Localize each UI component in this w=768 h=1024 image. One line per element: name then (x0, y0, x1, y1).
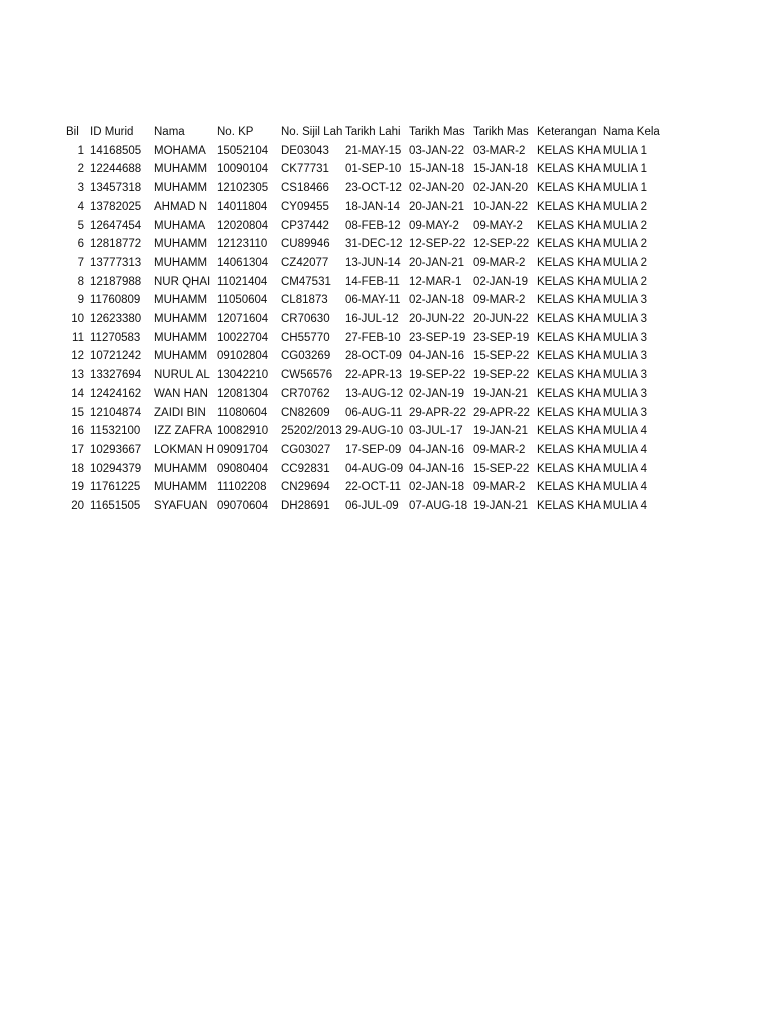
header-no-kp[interactable]: No. KP (217, 126, 254, 138)
cell-no-kp[interactable]: 09091704 (217, 443, 269, 456)
cell-nama[interactable]: MUHAMM (154, 256, 208, 269)
cell-tarikh-masuk[interactable]: 02-JAN-19 (409, 387, 464, 400)
cell-bil[interactable]: 7 (77, 256, 84, 269)
cell-no-kp[interactable]: 15052104 (217, 144, 269, 157)
cell-id-murid[interactable]: 13782025 (90, 200, 142, 213)
cell-bil[interactable]: 15 (71, 406, 84, 419)
cell-nama-kelas[interactable]: MULIA 4 (602, 443, 648, 456)
cell-tarikh-masuk[interactable]: 12-SEP-22 (409, 238, 466, 251)
cell-no-sijil-lahir[interactable]: CK77731 (281, 163, 329, 176)
cell-tarikh-lahir[interactable]: 22-APR-13 (345, 369, 402, 382)
cell-keterangan[interactable]: KELAS KHA (537, 369, 601, 382)
cell-tarikh-masuk-2[interactable]: 12-SEP-22 (473, 238, 530, 251)
cell-no-kp[interactable]: 10090104 (217, 163, 269, 176)
cell-bil[interactable]: 20 (71, 500, 84, 513)
cell-nama-kelas[interactable]: MULIA 3 (602, 350, 648, 363)
cell-nama-kelas[interactable]: MULIA 2 (602, 219, 648, 232)
cell-nama[interactable]: MUHAMM (154, 238, 208, 251)
cell-id-murid[interactable]: 12424162 (90, 387, 142, 400)
cell-id-murid[interactable]: 10721242 (90, 350, 142, 363)
table-row (64, 198, 665, 217)
cell-no-kp[interactable]: 09070604 (217, 500, 269, 513)
cell-tarikh-lahir[interactable]: 14-FEB-11 (345, 275, 400, 288)
header-id-murid[interactable]: ID Murid (90, 126, 134, 138)
cell-keterangan[interactable]: KELAS KHA (537, 331, 601, 344)
table-row (64, 142, 665, 161)
table-row (64, 366, 665, 385)
cell-no-kp[interactable]: 12020804 (217, 219, 269, 232)
cell-nama[interactable]: WAN HAN (154, 387, 208, 400)
cell-no-kp[interactable]: 13042210 (217, 369, 269, 382)
cell-nama[interactable]: AHMAD N (154, 200, 208, 213)
cell-keterangan[interactable]: KELAS KHA (537, 256, 601, 269)
cell-nama[interactable]: MUHAMM (154, 481, 208, 494)
cell-tarikh-lahir[interactable]: 13-JUN-14 (345, 256, 401, 269)
spreadsheet (64, 123, 665, 516)
cell-tarikh-masuk[interactable]: 15-JAN-18 (409, 163, 464, 176)
cell-keterangan[interactable]: KELAS KHA (537, 406, 601, 419)
cell-nama[interactable]: MUHAMM (154, 294, 208, 307)
header-no-sijil-lahir[interactable]: No. Sijil Lah (281, 126, 343, 138)
cell-no-sijil-lahir[interactable]: CR70762 (281, 387, 330, 400)
cell-bil[interactable]: 17 (71, 443, 84, 456)
cell-id-murid[interactable]: 14168505 (90, 144, 142, 157)
cell-nama[interactable]: MUHAMM (154, 313, 208, 326)
table-row (64, 422, 665, 441)
student-table (64, 123, 665, 516)
cell-nama-kelas[interactable]: MULIA 2 (602, 200, 648, 213)
cell-tarikh-masuk[interactable]: 03-JAN-22 (409, 144, 464, 157)
cell-id-murid[interactable]: 12818772 (90, 238, 142, 251)
header-tarikh-lahir[interactable]: Tarikh Lahi (345, 126, 401, 138)
cell-no-sijil-lahir[interactable]: CH55770 (281, 331, 330, 344)
cell-nama-kelas[interactable]: MULIA 1 (602, 163, 648, 176)
table-row (64, 254, 665, 273)
cell-tarikh-masuk-2[interactable]: 02-JAN-20 (473, 182, 528, 195)
cell-nama-kelas[interactable]: MULIA 1 (602, 182, 648, 195)
cell-keterangan[interactable]: KELAS KHA (537, 500, 601, 513)
cell-nama[interactable]: NURUL AL (154, 369, 210, 382)
table-row (64, 217, 665, 236)
cell-no-sijil-lahir[interactable]: DE03043 (281, 144, 329, 157)
cell-bil[interactable]: 5 (77, 219, 84, 232)
cell-nama-kelas[interactable]: MULIA 3 (602, 387, 648, 400)
cell-no-kp[interactable]: 14061304 (217, 256, 269, 269)
cell-bil[interactable]: 12 (71, 350, 84, 363)
cell-bil[interactable]: 18 (71, 462, 84, 475)
cell-bil[interactable]: 3 (77, 182, 84, 195)
cell-keterangan[interactable]: KELAS KHA (537, 313, 601, 326)
cell-tarikh-masuk-2[interactable]: 10-JAN-22 (473, 200, 528, 213)
cell-tarikh-lahir[interactable]: 18-JAN-14 (345, 200, 400, 213)
cell-tarikh-lahir[interactable]: 01-SEP-10 (345, 163, 402, 176)
cell-tarikh-masuk[interactable]: 04-JAN-16 (409, 462, 464, 475)
header-nama[interactable]: Nama (154, 126, 185, 138)
cell-nama[interactable]: MUHAMM (154, 163, 208, 176)
cell-keterangan[interactable]: KELAS KHA (537, 275, 601, 288)
cell-tarikh-masuk-2[interactable]: 23-SEP-19 (473, 331, 530, 344)
cell-id-murid[interactable]: 12187988 (90, 275, 142, 288)
cell-bil[interactable]: 9 (77, 294, 84, 307)
cell-tarikh-lahir[interactable]: 27-FEB-10 (345, 331, 401, 344)
cell-nama-kelas[interactable]: MULIA 2 (602, 256, 648, 269)
cell-tarikh-masuk-2[interactable]: 09-MAR-2 (473, 294, 526, 307)
cell-no-sijil-lahir[interactable]: CN82609 (281, 406, 330, 419)
cell-tarikh-masuk[interactable]: 04-JAN-16 (409, 443, 464, 456)
cell-nama[interactable]: MUHAMM (154, 182, 208, 195)
cell-tarikh-lahir[interactable]: 21-MAY-15 (345, 144, 402, 157)
cell-keterangan[interactable]: KELAS KHA (537, 481, 601, 494)
table-row (64, 441, 665, 460)
cell-nama-kelas[interactable]: MULIA 3 (602, 294, 648, 307)
cell-id-murid[interactable]: 13777313 (90, 256, 142, 269)
cell-no-sijil-lahir[interactable]: CL81873 (281, 294, 328, 307)
cell-tarikh-masuk-2[interactable]: 19-JAN-21 (473, 387, 528, 400)
cell-no-sijil-lahir[interactable]: CM47531 (281, 275, 331, 288)
cell-no-kp[interactable]: 11102208 (217, 481, 267, 494)
cell-nama[interactable]: IZZ ZAFRA (154, 425, 213, 438)
cell-keterangan[interactable]: KELAS KHA (537, 462, 601, 475)
cell-tarikh-masuk[interactable]: 04-JAN-16 (409, 350, 464, 363)
cell-tarikh-masuk-2[interactable]: 09-MAR-2 (473, 481, 526, 494)
cell-nama[interactable]: LOKMAN H (154, 443, 215, 456)
cell-bil[interactable]: 6 (77, 238, 84, 251)
cell-no-sijil-lahir[interactable]: CP37442 (281, 219, 329, 232)
cell-nama-kelas[interactable]: MULIA 3 (602, 313, 648, 326)
cell-no-sijil-lahir[interactable]: CG03269 (281, 350, 331, 363)
cell-id-murid[interactable]: 10294379 (90, 462, 142, 475)
cell-nama[interactable]: ZAIDI BIN (154, 406, 206, 419)
cell-bil[interactable]: 14 (71, 387, 84, 400)
table-row (64, 273, 665, 292)
table-row (64, 478, 665, 497)
table-row (64, 329, 665, 348)
cell-tarikh-masuk-2[interactable]: 15-SEP-22 (473, 350, 530, 363)
cell-keterangan[interactable]: KELAS KHA (537, 425, 601, 438)
cell-no-sijil-lahir[interactable]: CS18466 (281, 182, 329, 195)
cell-tarikh-masuk-2[interactable]: 15-JAN-18 (473, 163, 528, 176)
cell-no-sijil-lahir[interactable]: DH28691 (281, 500, 330, 513)
cell-tarikh-lahir[interactable]: 04-AUG-09 (345, 462, 404, 475)
cell-nama-kelas[interactable]: MULIA 3 (602, 369, 648, 382)
cell-id-murid[interactable]: 11651505 (90, 500, 141, 513)
cell-id-murid[interactable]: 11270583 (90, 331, 141, 344)
cell-nama-kelas[interactable]: MULIA 2 (602, 238, 648, 251)
cell-nama-kelas[interactable]: MULIA 4 (602, 425, 648, 438)
cell-id-murid[interactable]: 11761225 (90, 481, 141, 494)
cell-tarikh-masuk-2[interactable]: 09-MAR-2 (473, 443, 526, 456)
cell-no-sijil-lahir[interactable]: CW56576 (281, 369, 333, 382)
header-tarikh-masuk-2[interactable]: Tarikh Mas (473, 126, 529, 138)
cell-tarikh-masuk-2[interactable]: 19-JAN-21 (473, 500, 528, 513)
cell-keterangan[interactable]: KELAS KHA (537, 350, 601, 363)
cell-keterangan[interactable]: KELAS KHA (537, 200, 601, 213)
cell-nama[interactable]: MUHAMA (154, 219, 206, 232)
cell-tarikh-masuk-2[interactable]: 03-MAR-2 (473, 144, 526, 157)
cell-keterangan[interactable]: KELAS KHA (537, 387, 601, 400)
cell-tarikh-masuk-2[interactable]: 20-JUN-22 (473, 313, 529, 326)
table-row (64, 347, 665, 366)
cell-nama-kelas[interactable]: MULIA 3 (602, 406, 648, 419)
cell-no-sijil-lahir[interactable]: CG03027 (281, 443, 331, 456)
cell-no-sijil-lahir[interactable]: CZ42077 (281, 256, 329, 269)
cell-no-kp[interactable]: 14011804 (217, 200, 268, 213)
cell-id-murid[interactable]: 12647454 (90, 219, 142, 232)
table-row (64, 291, 665, 310)
cell-nama[interactable]: MUHAMM (154, 350, 208, 363)
cell-nama[interactable]: MOHAMA (154, 144, 206, 157)
cell-no-sijil-lahir[interactable]: CU89946 (281, 238, 330, 251)
header-keterangan[interactable]: Keterangan (537, 126, 597, 138)
cell-tarikh-lahir[interactable]: 16-JUL-12 (345, 313, 399, 326)
cell-bil[interactable]: 13 (71, 369, 84, 382)
cell-tarikh-masuk[interactable]: 09-MAY-2 (409, 219, 459, 232)
cell-no-kp[interactable]: 09102804 (217, 350, 269, 363)
cell-bil[interactable]: 16 (71, 425, 84, 438)
cell-tarikh-lahir[interactable]: 29-AUG-10 (345, 425, 404, 438)
cell-keterangan[interactable]: KELAS KHA (537, 294, 601, 307)
cell-nama[interactable]: MUHAMM (154, 462, 208, 475)
cell-keterangan[interactable]: KELAS KHA (537, 182, 601, 195)
cell-no-sijil-lahir[interactable]: CR70630 (281, 313, 330, 326)
header-bil[interactable]: Bil (66, 126, 79, 138)
cell-id-murid[interactable]: 11760809 (90, 294, 141, 307)
cell-tarikh-masuk-2[interactable]: 15-SEP-22 (473, 462, 530, 475)
cell-id-murid[interactable]: 13327694 (90, 369, 142, 382)
cell-tarikh-lahir[interactable]: 06-JUL-09 (345, 500, 399, 513)
cell-tarikh-masuk[interactable]: 07-AUG-18 (409, 500, 468, 513)
cell-keterangan[interactable]: KELAS KHA (537, 163, 601, 176)
cell-tarikh-masuk-2[interactable]: 19-SEP-22 (473, 369, 530, 382)
cell-keterangan[interactable]: KELAS KHA (537, 443, 601, 456)
cell-tarikh-masuk[interactable]: 23-SEP-19 (409, 331, 466, 344)
cell-keterangan[interactable]: KELAS KHA (537, 144, 601, 157)
cell-bil[interactable]: 10 (71, 313, 84, 326)
cell-no-sijil-lahir[interactable]: CN29694 (281, 481, 330, 494)
cell-id-murid[interactable]: 11532100 (90, 425, 141, 438)
table-row (64, 385, 665, 404)
table-row (64, 497, 665, 516)
cell-tarikh-masuk-2[interactable]: 09-MAY-2 (473, 219, 523, 232)
cell-bil[interactable]: 2 (77, 163, 84, 176)
cell-no-kp[interactable]: 10082910 (217, 425, 269, 438)
cell-tarikh-masuk[interactable]: 20-JAN-21 (409, 256, 464, 269)
cell-keterangan[interactable]: KELAS KHA (537, 238, 601, 251)
cell-tarikh-lahir[interactable]: 28-OCT-09 (345, 350, 402, 363)
cell-tarikh-masuk[interactable]: 02-JAN-18 (409, 294, 464, 307)
cell-no-kp[interactable]: 12081304 (217, 387, 269, 400)
table-row (64, 235, 665, 254)
cell-tarikh-masuk[interactable]: 20-JAN-21 (409, 200, 464, 213)
cell-id-murid[interactable]: 12244688 (90, 163, 142, 176)
cell-nama[interactable]: SYAFUAN (154, 500, 208, 513)
cell-no-kp[interactable]: 12123110 (217, 238, 268, 251)
cell-tarikh-lahir[interactable]: 17-SEP-09 (345, 443, 402, 456)
cell-nama[interactable]: NUR QHAI (154, 275, 211, 288)
cell-nama[interactable]: MUHAMM (154, 331, 208, 344)
cell-tarikh-masuk-2[interactable]: 19-JAN-21 (473, 425, 528, 438)
header-nama-kelas[interactable]: Nama Kela (602, 126, 660, 138)
cell-tarikh-lahir[interactable]: 13-AUG-12 (345, 387, 404, 400)
cell-no-kp[interactable]: 11021404 (217, 275, 268, 288)
cell-nama-kelas[interactable]: MULIA 1 (602, 144, 648, 157)
table-row (64, 460, 665, 479)
cell-tarikh-masuk[interactable]: 29-APR-22 (409, 406, 466, 419)
cell-nama-kelas[interactable]: MULIA 4 (602, 481, 648, 494)
cell-nama-kelas[interactable]: MULIA 4 (602, 500, 648, 513)
cell-tarikh-masuk[interactable]: 19-SEP-22 (409, 369, 466, 382)
cell-tarikh-lahir[interactable]: 23-OCT-12 (345, 182, 402, 195)
cell-nama-kelas[interactable]: MULIA 3 (602, 331, 648, 344)
table-header (64, 123, 665, 142)
table-row (64, 179, 665, 198)
cell-no-kp[interactable]: 12102305 (217, 182, 269, 195)
cell-bil[interactable]: 8 (77, 275, 84, 288)
cell-no-sijil-lahir[interactable]: CY09455 (281, 200, 329, 213)
cell-tarikh-lahir[interactable]: 06-AUG-11 (345, 406, 403, 419)
table-row (64, 310, 665, 329)
cell-no-sijil-lahir[interactable]: 25202/2013 (281, 425, 342, 438)
cell-nama-kelas[interactable]: MULIA 2 (602, 275, 648, 288)
cell-tarikh-lahir[interactable]: 06-MAY-11 (345, 294, 401, 307)
cell-no-kp[interactable]: 10022704 (217, 331, 269, 344)
table-row (64, 160, 665, 179)
cell-id-murid[interactable]: 13457318 (90, 182, 142, 195)
cell-tarikh-lahir[interactable]: 31-DEC-12 (345, 238, 403, 251)
cell-keterangan[interactable]: KELAS KHA (537, 219, 601, 232)
cell-id-murid[interactable]: 10293667 (90, 443, 142, 456)
cell-tarikh-lahir[interactable]: 08-FEB-12 (345, 219, 401, 232)
table-body (64, 142, 665, 516)
cell-bil[interactable]: 11 (72, 331, 84, 344)
cell-id-murid[interactable]: 12623380 (90, 313, 142, 326)
cell-tarikh-masuk-2[interactable]: 29-APR-22 (473, 406, 530, 419)
cell-tarikh-masuk-2[interactable]: 02-JAN-19 (473, 275, 528, 288)
cell-tarikh-masuk[interactable]: 12-MAR-1 (409, 275, 462, 288)
cell-id-murid[interactable]: 12104874 (90, 406, 142, 419)
cell-tarikh-masuk[interactable]: 20-JUN-22 (409, 313, 465, 326)
cell-nama-kelas[interactable]: MULIA 4 (602, 462, 648, 475)
cell-no-kp[interactable]: 11050604 (217, 294, 268, 307)
cell-tarikh-masuk[interactable]: 02-JAN-20 (409, 182, 464, 195)
cell-tarikh-lahir[interactable]: 22-OCT-11 (345, 481, 402, 494)
header-tarikh-masuk[interactable]: Tarikh Mas (409, 126, 465, 138)
cell-no-sijil-lahir[interactable]: CC92831 (281, 462, 330, 475)
cell-no-kp[interactable]: 12071604 (217, 313, 269, 326)
cell-bil[interactable]: 19 (71, 481, 84, 494)
table-row (64, 404, 665, 423)
cell-no-kp[interactable]: 09080404 (217, 462, 269, 475)
cell-tarikh-masuk-2[interactable]: 09-MAR-2 (473, 256, 526, 269)
cell-no-kp[interactable]: 11080604 (217, 406, 268, 419)
cell-bil[interactable]: 1 (77, 144, 84, 157)
cell-bil[interactable]: 4 (77, 200, 84, 213)
header-row (64, 123, 665, 142)
cell-tarikh-masuk[interactable]: 02-JAN-18 (409, 481, 464, 494)
cell-tarikh-masuk[interactable]: 03-JUL-17 (409, 425, 463, 438)
